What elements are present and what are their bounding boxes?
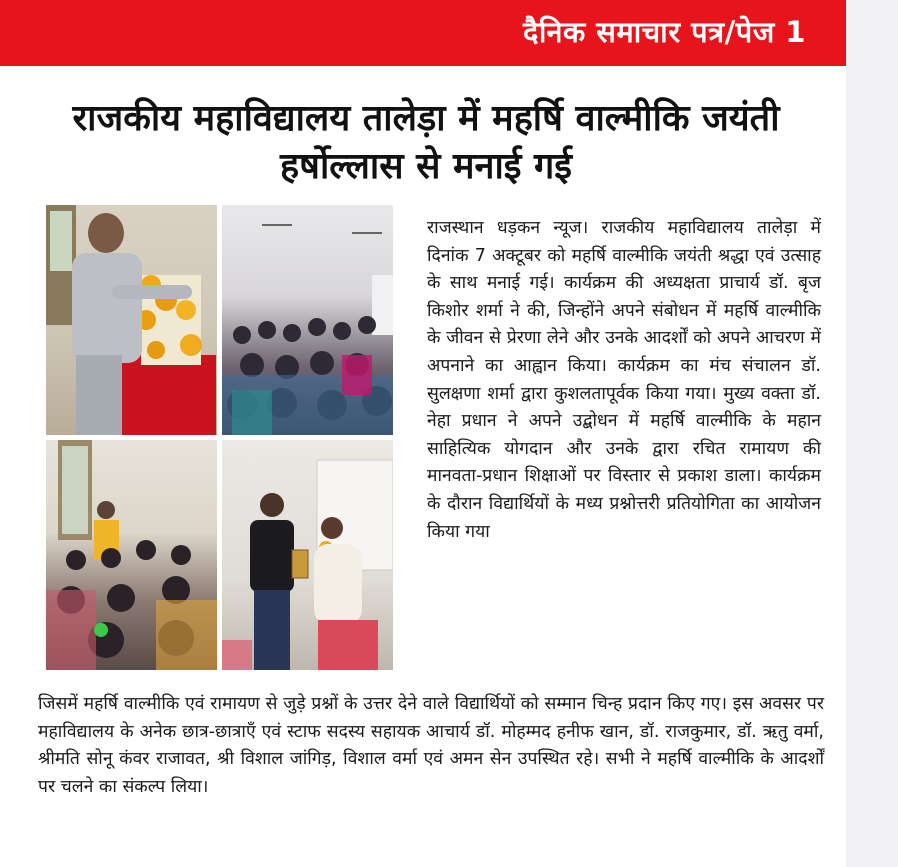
side-margin xyxy=(846,0,898,867)
photo-award-presentation xyxy=(222,440,393,670)
article-body-continued: जिसमें महर्षि वाल्मीकि एवं रामायण से जुड़े प्रश्नों के उत्तर देने वाले विद्यार्थियों को सम्मान चिन्ह प्रदान किए गए। इस अवसर पर महाविद्यालय के अनेक छात्र-छात्राएँ एवं स्टाफ सदस्य सहायक आचार्य डॉ. मोहम्मद हनीफ खान, डॉ. राजकुमार, डॉ. ऋतु वर्मा, श्रीमति सोनू कंवर राजावत, श्री विशाल जांगिड़, विशाल वर्मा एवं अमन सेन उपस्थित रहे। सभी ने महर्षि वाल्मीकि के आदर्शों पर चलने का संकल्प लिया। xyxy=(38,694,824,797)
banner-title: दैनिक समाचार पत्र/पेज 1 xyxy=(522,15,806,49)
photo-students-seated xyxy=(46,440,217,670)
article-headline: राजकीय महाविद्यालय तालेड़ा में महर्षि वाल्मीकि जयंती हर्षोल्लास से मनाई गई xyxy=(72,98,780,187)
header-banner xyxy=(0,0,846,66)
article-body-column: राजस्थान धड़कन न्यूज। राजकीय महाविद्यालय तालेड़ा में दिनांक 7 अक्टूबर को महर्षि वाल्मीकि जयंती श्रद्धा एवं उत्साह के साथ मनाई गई। कार्यक्रम की अध्यक्षता प्राचार्य डॉ. बृज किशोर शर्मा ने की, जिन्होंने अपने संबोधन में महर्षि वाल्मीकि के जीवन से प्रेरणा लेने और उनके आदर्शों को अपने आचरण में अपनाने का आह्वान किया। कार्यक्रम का मंच संचालन डॉ. सुलक्षणा शर्मा द्वारा कुशलतापूर्वक किया गया। मुख्य वक्ता डॉ. नेहा प्रधान ने अपने उद्बोधन में महर्षि वाल्मीकि के महान साहित्यिक योगदान और उनके द्वारा रचित रामायण की मानवता-प्रधान शिक्षाओं पर विस्तार से प्रकाश डाला। कार्यक्रम के दौरान विद्यार्थियों के मध्य प्रश्नोत्तरी प्रतियोगिता का आयोजन किया गया xyxy=(427,218,821,542)
photo-students-audience xyxy=(222,205,393,435)
photo-garlanding-portrait xyxy=(46,205,217,435)
